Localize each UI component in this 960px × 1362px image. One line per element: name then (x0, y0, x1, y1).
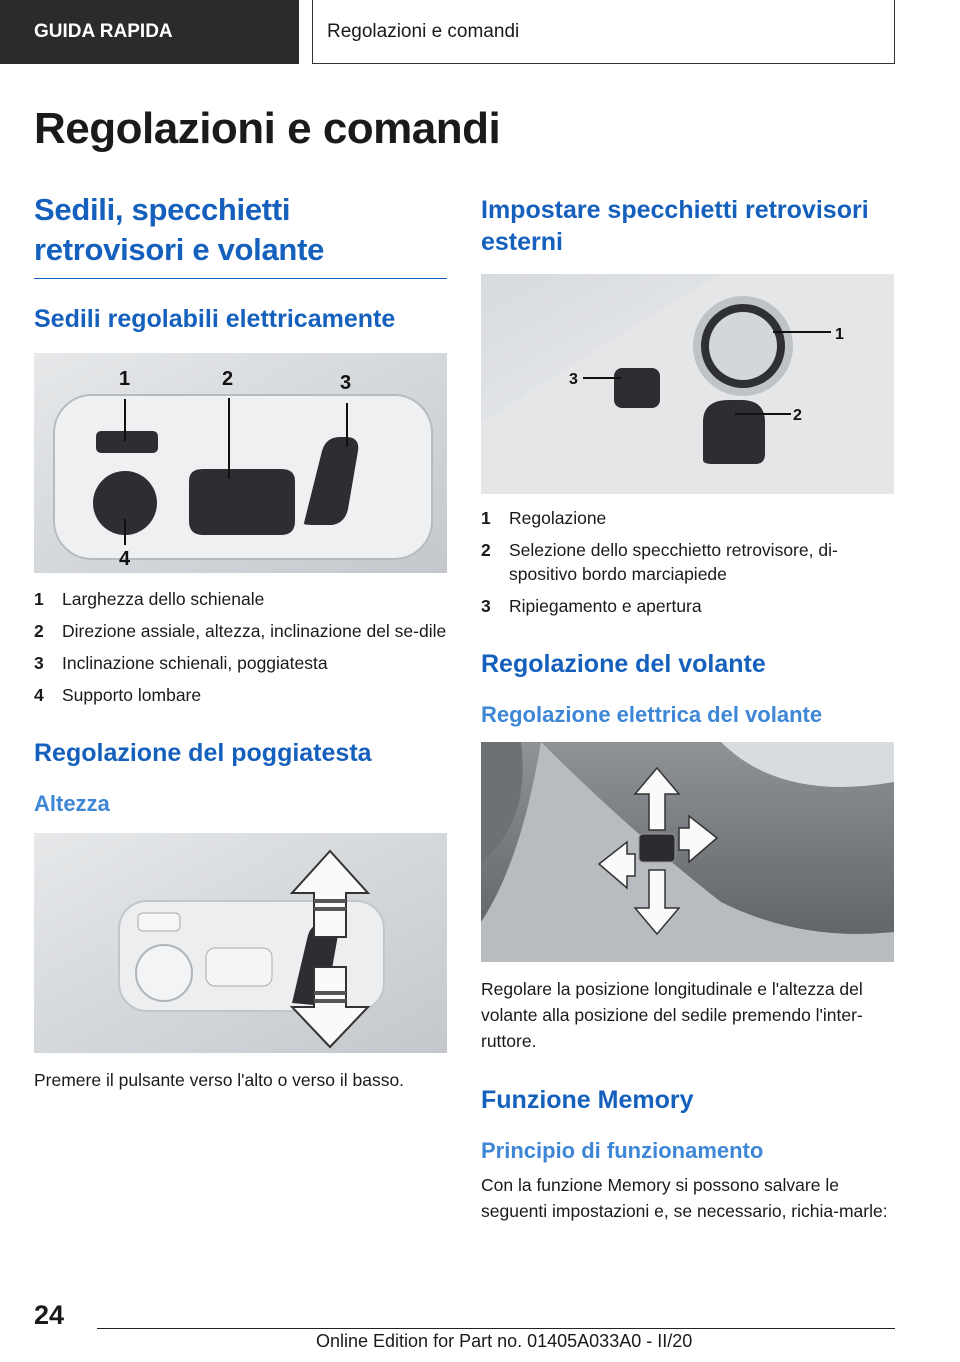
headrest-figure (34, 833, 447, 1053)
header-section-tab (0, 0, 299, 64)
steering-figure (481, 742, 894, 962)
footer-divider (97, 1328, 895, 1329)
mirrors-legend (481, 506, 894, 618)
callout-3: 3 (569, 371, 578, 388)
page-number: 24 (34, 1300, 65, 1330)
seats-legend (34, 587, 447, 707)
list-item: 3 Inclinazione schienali, poggiatesta (34, 653, 328, 673)
header-section-label: GUIDA RAPIDA (34, 21, 173, 42)
list-item: 3 Ripiegamento e apertura (481, 596, 702, 616)
seat-controls-figure (34, 353, 447, 573)
left-column (34, 190, 447, 1093)
page-title: Regolazioni e comandi (34, 104, 501, 153)
section-title: Sedili, specchietti retrovisori e volante (34, 190, 447, 279)
callout-2: 2 (793, 407, 802, 424)
callout-4: 4 (119, 548, 131, 570)
callout-2: 2 (222, 368, 234, 390)
seats-title: Sedili regolabili elettricamente (34, 305, 396, 333)
list-item: 2 Selezione dello specchietto retrovisore, di‐spositivo bordo marciapiede (481, 540, 838, 584)
headrest-text: Premere il pulsante verso l'alto o verso il basso. (34, 1070, 405, 1090)
right-column (481, 194, 894, 1224)
list-item: 2 Direzione assiale, altezza, inclinazione del se‐dile (34, 621, 447, 641)
header-chapter-label: Regolazioni e comandi (327, 21, 520, 42)
headrest-title: Regolazione del poggiatesta (34, 739, 372, 767)
header-chapter-box (312, 0, 895, 64)
footer-edition: Online Edition for Part no. 01405A033A0 - II/20 (316, 1331, 693, 1351)
headrest-subtitle: Altezza (34, 791, 110, 816)
list-item: 1 Regolazione (481, 508, 607, 528)
memory-title: Funzione Memory (481, 1086, 694, 1114)
callout-1: 1 (119, 368, 131, 390)
steering-text: Regolare la posizione longitudinale e l'altezza del volante alla posizione del sedile premendo l'inter‐ruttore. (481, 979, 863, 1051)
mirror-controls-figure (481, 274, 894, 494)
callout-1: 1 (835, 326, 844, 343)
list-item: 4 Supporto lombare (34, 685, 202, 705)
steering-title: Regolazione del volante (481, 650, 766, 678)
callout-3: 3 (340, 372, 352, 394)
steering-subtitle: Regolazione elettrica del volante (481, 702, 823, 727)
memory-subtitle: Principio di funzionamento (481, 1138, 764, 1163)
list-item: 1 Larghezza dello schienale (34, 589, 265, 609)
memory-text: Con la funzione Memory si possono salvare le seguenti impostazioni e, se necessario, richia‐marle: (481, 1175, 888, 1221)
mirrors-title: Impostare specchietti retrovisori esterni (481, 196, 869, 256)
